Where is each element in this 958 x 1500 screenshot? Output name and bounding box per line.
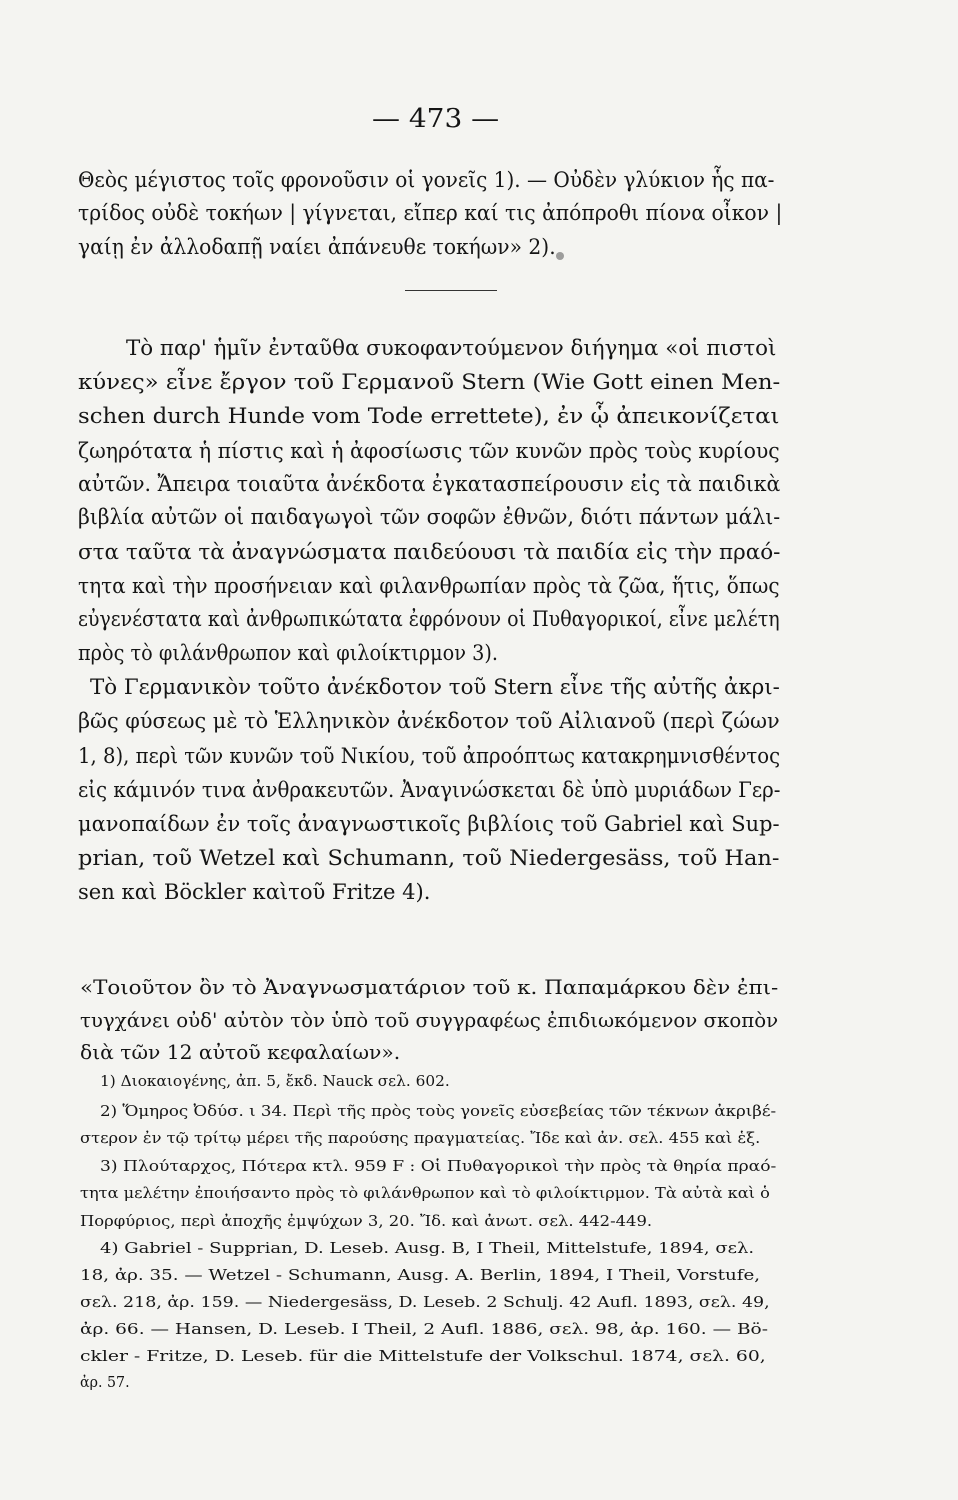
footnote-line: ckler - Fritze, D. Leseb. für die Mittelstufe der Volkschul. 1874, σελ. 60, bbox=[80, 1349, 766, 1365]
footnote-line: 2) Ὅμηρος Ὀδύσ. ι 34. Περὶ τῆς πρὸς τοὺς γονεῖς εὐσεβείας τῶν τέκνων ἀκριβέ- bbox=[100, 1104, 777, 1120]
footnote-line: στερον ἐν τῷ τρίτῳ μέρει τῆς παρούσης πραγματείας. Ἴδε καὶ ἀν. σελ. 455 καὶ ἑξ. bbox=[80, 1131, 761, 1147]
footnote-line: Πορφύριος, περὶ ἀποχῆς ἐμψύχων 3, 20. Ἴδ. καὶ ἀνωτ. σελ. 442-449. bbox=[80, 1214, 653, 1230]
ink-speck bbox=[556, 252, 564, 260]
text-line: sen καὶ Böckler καὶτοῦ Fritze 4). bbox=[78, 880, 431, 904]
text-line: ζωηρότατα ἡ πίστις καὶ ἡ ἀφοσίωσις τῶν κυνῶν πρὸς τοὺς κυρίους bbox=[78, 439, 780, 463]
footnote-line: τητα μελέτην ἐποιήσαντο πρὸς τὸ φιλάνθρωπον καὶ τὸ φιλοίκτιρμον. Τὰ αὐτὰ καὶ ὁ bbox=[80, 1186, 770, 1202]
footnote-line: 18, ἀρ. 35. — Wetzel - Schumann, Ausg. A. Berlin, 1894, I Theil, Vorstufe, bbox=[80, 1268, 761, 1284]
text-line: εὐγενέστατα καὶ ἀνθρωπικώτατα ἐφρόνουν οἱ Πυθαγορικοί, εἶνε μελέτη bbox=[78, 607, 780, 631]
section-divider bbox=[405, 290, 497, 291]
footnote-line: ἀρ. 57. bbox=[80, 1375, 130, 1391]
quote-line: διὰ τῶν 12 αὐτοῦ κεφαλαίων». bbox=[80, 1040, 401, 1064]
text-line: Τὸ Γερμανικὸν τοῦτο ἀνέκδοτον τοῦ Stern εἶνε τῆς αὐτῆς ἀκρι- bbox=[90, 675, 780, 699]
text-line: Θεὸς μέγιστος τοῖς φρονοῦσιν οἱ γονεῖς 1). — Οὐδὲν γλύκιον ἧς πα- bbox=[78, 168, 775, 192]
text-line: schen durch Hunde vom Tode errettete), ἐν ᾧ ἀπεικονίζεται bbox=[78, 404, 780, 428]
text-line: βιβλία αὐτῶν οἱ παιδαγωγοὶ τῶν σοφῶν ἐθνῶν, διότι πάντων μάλι- bbox=[78, 505, 781, 529]
page-number: — 473 — bbox=[372, 104, 500, 134]
footnote-line: σελ. 218, ἀρ. 159. — Niedergesäss, D. Leseb. 2 Schulj. 42 Aufl. 1893, σελ. 49, bbox=[80, 1295, 770, 1311]
text-line: στα ταῦτα τὰ ἀναγνώσματα παιδεύουσι τὰ παιδία εἰς τὴν πραό- bbox=[78, 540, 781, 564]
text-line: βῶς φύσεως μὲ τὸ Ἑλληνικὸν ἀνέκδοτον τοῦ Αἰλιανοῦ (περὶ ζώων bbox=[78, 709, 780, 733]
text-line: μανοπαίδων ἐν τοῖς ἀναγνωστικοῖς βιβλίοις τοῦ Gabriel καὶ Sup- bbox=[78, 812, 780, 836]
text-line: πρὸς τὸ φιλάνθρωπον καὶ φιλοίκτιρμον 3). bbox=[78, 641, 498, 665]
text-line: γαίῃ ἐν ἀλλοδαπῇ ναίει ἀπάνευθε τοκήων» 2). bbox=[78, 235, 556, 259]
footnote-line: ἀρ. 66. — Hansen, D. Leseb. I Theil, 2 Aufl. 1886, σελ. 98, ἀρ. 160. — Bö- bbox=[80, 1322, 768, 1338]
quote-line: τυγχάνει οὐδ' αὐτὸν τὸν ὑπὸ τοῦ συγγραφέως ἐπιδιωκόμενον σκοπὸν bbox=[80, 1008, 779, 1032]
text-line: τρίδος οὐδὲ τοκήων | γίγνεται, εἴπερ καί τις ἀπόπροθι πίονα οἶκον | bbox=[78, 201, 783, 225]
text-line: 1, 8), περὶ τῶν κυνῶν τοῦ Νικίου, τοῦ ἀπροόπτως κατακρημνισθέντος bbox=[78, 744, 781, 768]
text-line: Τὸ παρ' ἡμῖν ἐνταῦθα συκοφαντούμενον διήγημα «οἱ πιστοὶ bbox=[126, 336, 777, 360]
quote-line: «Τοιοῦτον ὂν τὸ Ἀναγνωσματάριον τοῦ κ. Παπαμάρκου δὲν ἐπι- bbox=[80, 975, 779, 999]
footnote-line: 4) Gabriel - Supprian, D. Leseb. Ausg. B, I Theil, Mittelstufe, 1894, σελ. bbox=[100, 1241, 755, 1257]
text-line: κύνες» εἶνε ἔργον τοῦ Γερμανοῦ Stern (Wie Gott einen Men- bbox=[78, 370, 781, 394]
text-line: εἰς κάμινόν τινα ἀνθρακευτῶν. Ἀναγινώσκεται δὲ ὑπὸ μυριάδων Γερ- bbox=[78, 778, 781, 802]
text-line: αὐτῶν. Ἄπειρα τοιαῦτα ἀνέκδοτα ἐγκατασπείρουσιν εἰς τὰ παιδικὰ bbox=[78, 472, 781, 496]
text-line: τητα καὶ τὴν προσήνειαν καὶ φιλανθρωπίαν πρὸς τὰ ζῶα, ἥτις, ὅπως bbox=[78, 574, 780, 598]
footnote-line: 1) Διοκαιογένης, ἀπ. 5, ἔκδ. Nauck σελ. 602. bbox=[100, 1074, 450, 1090]
footnote-line: 3) Πλούταρχος, Πότερα κτλ. 959 F : Οἱ Πυθαγορικοὶ τὴν πρὸς τὰ θηρία πραό- bbox=[100, 1159, 777, 1175]
text-line: prian, τοῦ Wetzel καὶ Schumann, τοῦ Niedergesäss, τοῦ Han- bbox=[78, 846, 780, 870]
